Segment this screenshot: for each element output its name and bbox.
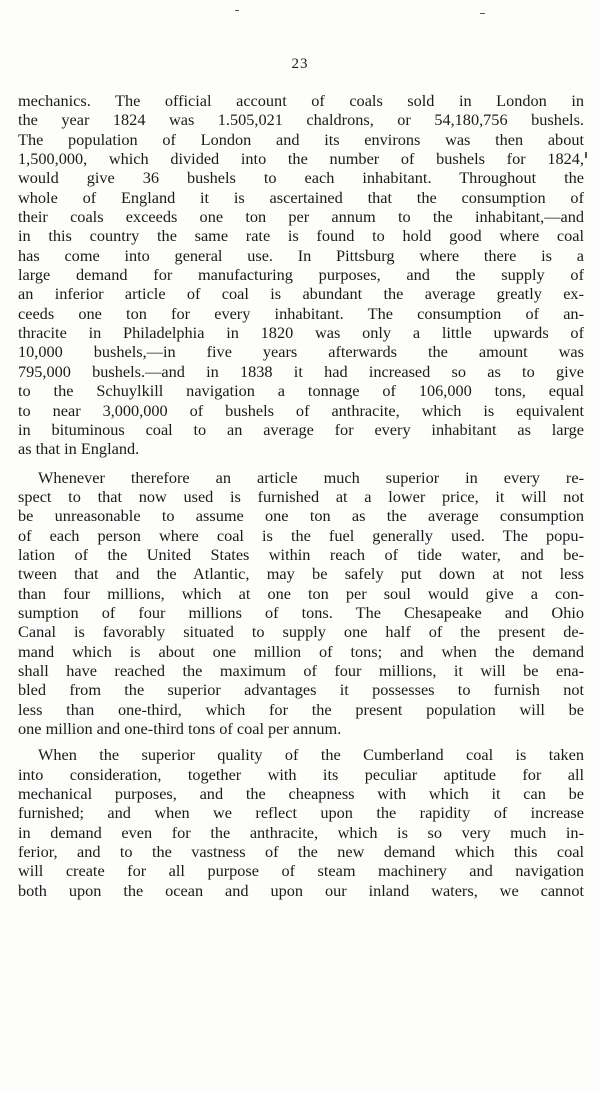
paragraph-gap	[18, 459, 584, 468]
text-line: lation of the United States within reach of tide water, and be-	[18, 544, 584, 564]
text-line: ferior, and to the vastness of the new demand which this coal	[18, 842, 584, 862]
ink-speck	[235, 10, 239, 11]
paragraph-2	[18, 468, 584, 739]
text-line: as that in England.	[18, 439, 140, 459]
paragraph-3	[18, 745, 584, 900]
text-line: whole of England it is ascertained that the consumption of	[18, 187, 584, 207]
text-line: in this country the same rate is found to hold good where coal	[18, 226, 584, 246]
text-line: less than one-third, which for the present population will be	[18, 699, 584, 719]
text-line: to the Schuylkill navigation a tonnage of 106,000 tons, equal	[18, 381, 584, 401]
page-number: 23	[291, 56, 309, 72]
text-line: tween that and the Atlantic, may be safely put down at not less	[18, 564, 584, 584]
text-line: their coals exceeds one ton per annum to the inhabitant,—and	[18, 207, 584, 227]
text-line: mechanics. The official account of coals sold in London in	[18, 91, 584, 110]
text-line: one million and one-third tons of coal per annum.	[18, 719, 342, 738]
text-line: has come into general use. In Pittsburg where there is a	[18, 245, 584, 265]
text-line: thracite in Philadelphia in 1820 was only a little upwards of	[18, 323, 584, 343]
body-text	[18, 91, 584, 900]
text-line: the year 1824 was 1.505,021 chaldrons, or 54,180,756 bushels.	[18, 110, 584, 130]
text-line: When the superior quality of the Cumberland coal is taken	[38, 745, 584, 765]
text-line: be unreasonable to assume one ton as the average consumption	[18, 506, 584, 526]
text-line: mechanical purposes, and the cheapness with which it can be	[18, 784, 584, 804]
text-line: bled from the superior advantages it possesses to furnish not	[18, 680, 584, 700]
text-line: sumption of four millions of tons. The Chesapeake and Ohio	[18, 602, 584, 622]
text-line: mand which is about one million of tons; and when the demand	[18, 641, 584, 661]
text-line: would give 36 bushels to each inhabitant. Throughout the	[18, 168, 584, 188]
ink-speck	[585, 152, 587, 158]
text-line: Whenever therefore an article much superior in every re-	[38, 467, 584, 487]
text-line: The population of London and its environs was then about	[18, 129, 584, 149]
text-line: both upon the ocean and upon our inland waters, we cannot	[18, 880, 584, 900]
text-line: will create for all purpose of steam machinery and navigation	[18, 861, 584, 881]
text-line: spect to that now used is furnished at a lower price, it will not	[18, 486, 584, 506]
text-line: 10,000 bushels,—in five years afterwards the amount was	[18, 342, 584, 362]
text-line: furnished; and when we reflect upon the rapidity of increase	[18, 803, 584, 823]
text-line: shall have reached the maximum of four millions, it will be ena-	[18, 660, 584, 680]
text-line: large demand for manufacturing purposes, and the supply of	[18, 265, 584, 285]
text-line: of each person where coal is the fuel generally used. The popu-	[18, 525, 584, 545]
ink-speck	[480, 13, 485, 14]
text-line: ceeds one ton for every inhabitant. The consumption of an-	[18, 303, 584, 323]
text-line: an inferior article of coal is abundant the average greatly ex-	[18, 284, 584, 304]
text-line: than four millions, which at one ton per soul would give a con-	[18, 583, 584, 603]
text-line: into consideration, together with its peculiar aptitude for all	[18, 764, 584, 784]
text-line: to near 3,000,000 of bushels of anthracite, which is equivalent	[18, 400, 584, 420]
text-line: 795,000 bushels.—and in 1838 it had increased so as to give	[18, 361, 584, 381]
text-line: 1,500,000, which divided into the number of bushels for 1824,	[18, 149, 584, 169]
paragraph-gap	[18, 738, 584, 745]
text-line: Canal is favorably situated to supply one half of the present de-	[18, 622, 584, 642]
text-line: in bituminous coal to an average for every inhabitant as large	[18, 419, 584, 439]
text-line: in demand even for the anthracite, which is so very much in-	[18, 822, 584, 842]
paragraph-1	[18, 91, 584, 459]
